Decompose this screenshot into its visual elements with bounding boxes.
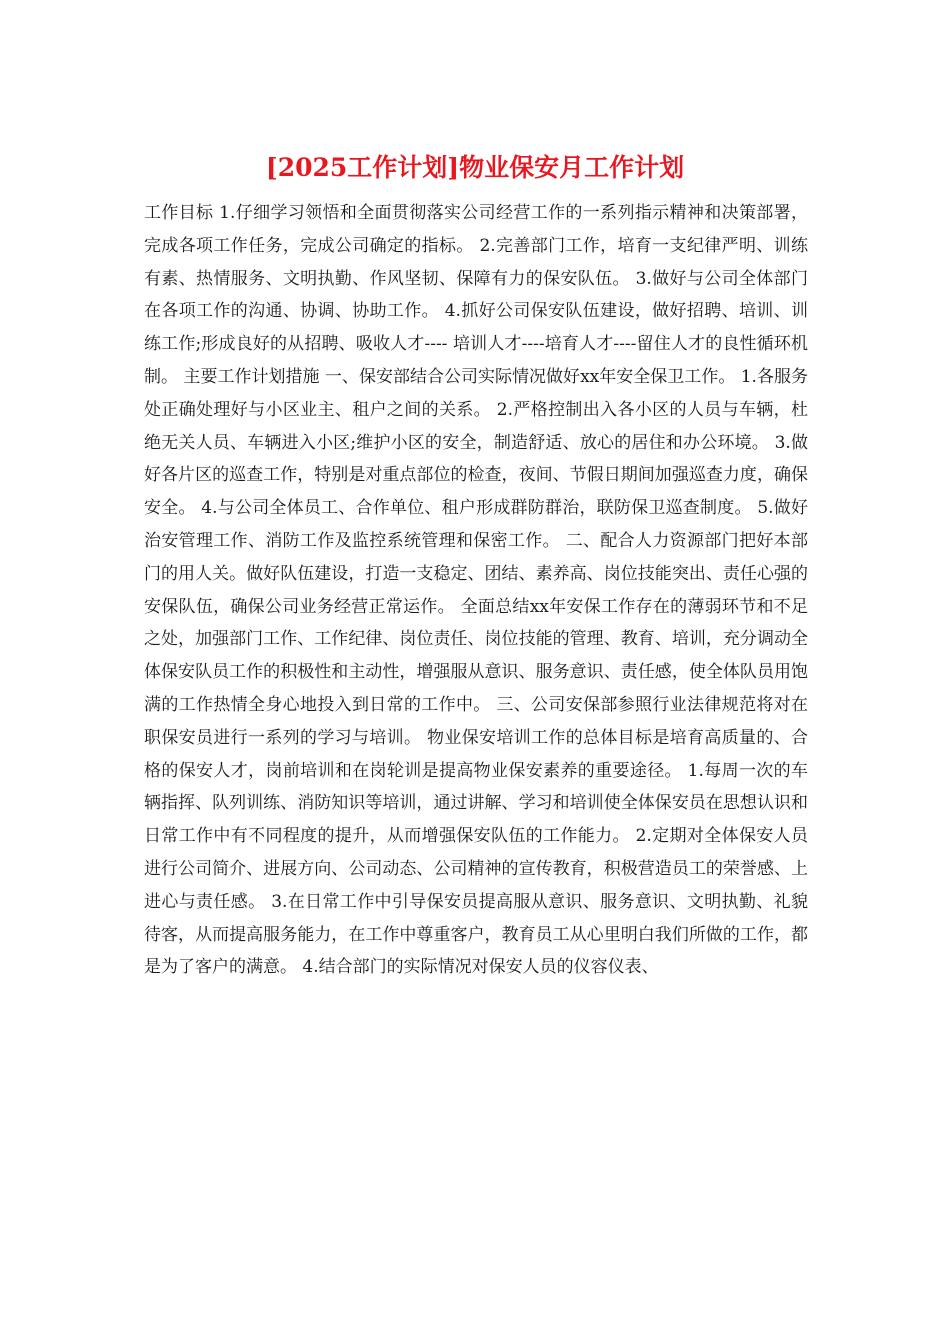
document-body: 工作目标 1.仔细学习领悟和全面贯彻落实公司经营工作的一系列指示精神和决策部署，完成各项工作任务，完成公司确定的指标。 2.完善部门工作，培育一支纪律严明、训练有素、热情服务、文明执勤、作风坚韧、保障有力的保安队伍。 3.做好与公司全体部门在各项工作的沟通、协调、协助工作。 4.抓好公司保安队伍建设，做好招聘、培训、训练工作;形成良好的从招聘、吸收人才---- 培训人才----培育人才----留住人才的良性循环机制。 主要工作计划措施 一、保安部结合公司实际情况做好xx年安全保卫工作。 1.各服务处正确处理好与小区业主、租户之间的关系。 2.严格控制出入各小区的人员与车辆，杜绝无关人员、车辆进入小区;维护小区的安全，制造舒适、放心的居住和办公环境。 3.做好各片区的巡查工作，特别是对重点部位的检查，夜间、节假日期间加强巡查力度，确保安全。 4.与公司全体员工、合作单位、租户形成群防群治，联防保卫巡查制度。 5.做好治安管理工作、消防工作及监控系统管理和保密工作。 二、配合人力资源部门把好本部门的用人关。做好队伍建设，打造一支稳定、团结、素养高、岗位技能突出、责任心强的安保队伍，确保公司业务经营正常运作。 全面总结xx年安保工作存在的薄弱环节和不足之处，加强部门工作、工作纪律、岗位责任、岗位技能的管理、教育、培训，充分调动全体保安队员工作的积极性和主动性，增强服从意识、服务意识、责任感，使全体队员用饱满的工作热情全身心地投入到日常的工作中。 三、公司安保部参照行业法律规范将对在职保安员进行一系列的学习与培训。 物业保安培训工作的总体目标是培育高质量的、合格的保安人才，岗前培训和在岗轮训是提高物业保安素养的重要途径。 1.每周一次的车辆指挥、队列训练、消防知识等培训，通过讲解、学习和培训使全体保安员在思想认识和日常工作中有不同程度的提升，从而增强保安队伍的工作能力。 2.定期对全体保安人员进行公司简介、进展方向、公司动态、公司精神的宣传教育，积极营造员工的荣誉感、上进心与责任感。 3.在日常工作中引导保安员提高服从意识、服务意识、文明执勤、礼貌待客，从而提高服务能力，在工作中尊重客户，教育员工从心里明白我们所做的工作，都是为了客户的满意。 4.结合部门的实际情况对保安人员的仪容仪表、 xyxy=(144,203,808,978)
document-title: [2025工作计划]物业保安月工作计划 xyxy=(265,153,685,182)
